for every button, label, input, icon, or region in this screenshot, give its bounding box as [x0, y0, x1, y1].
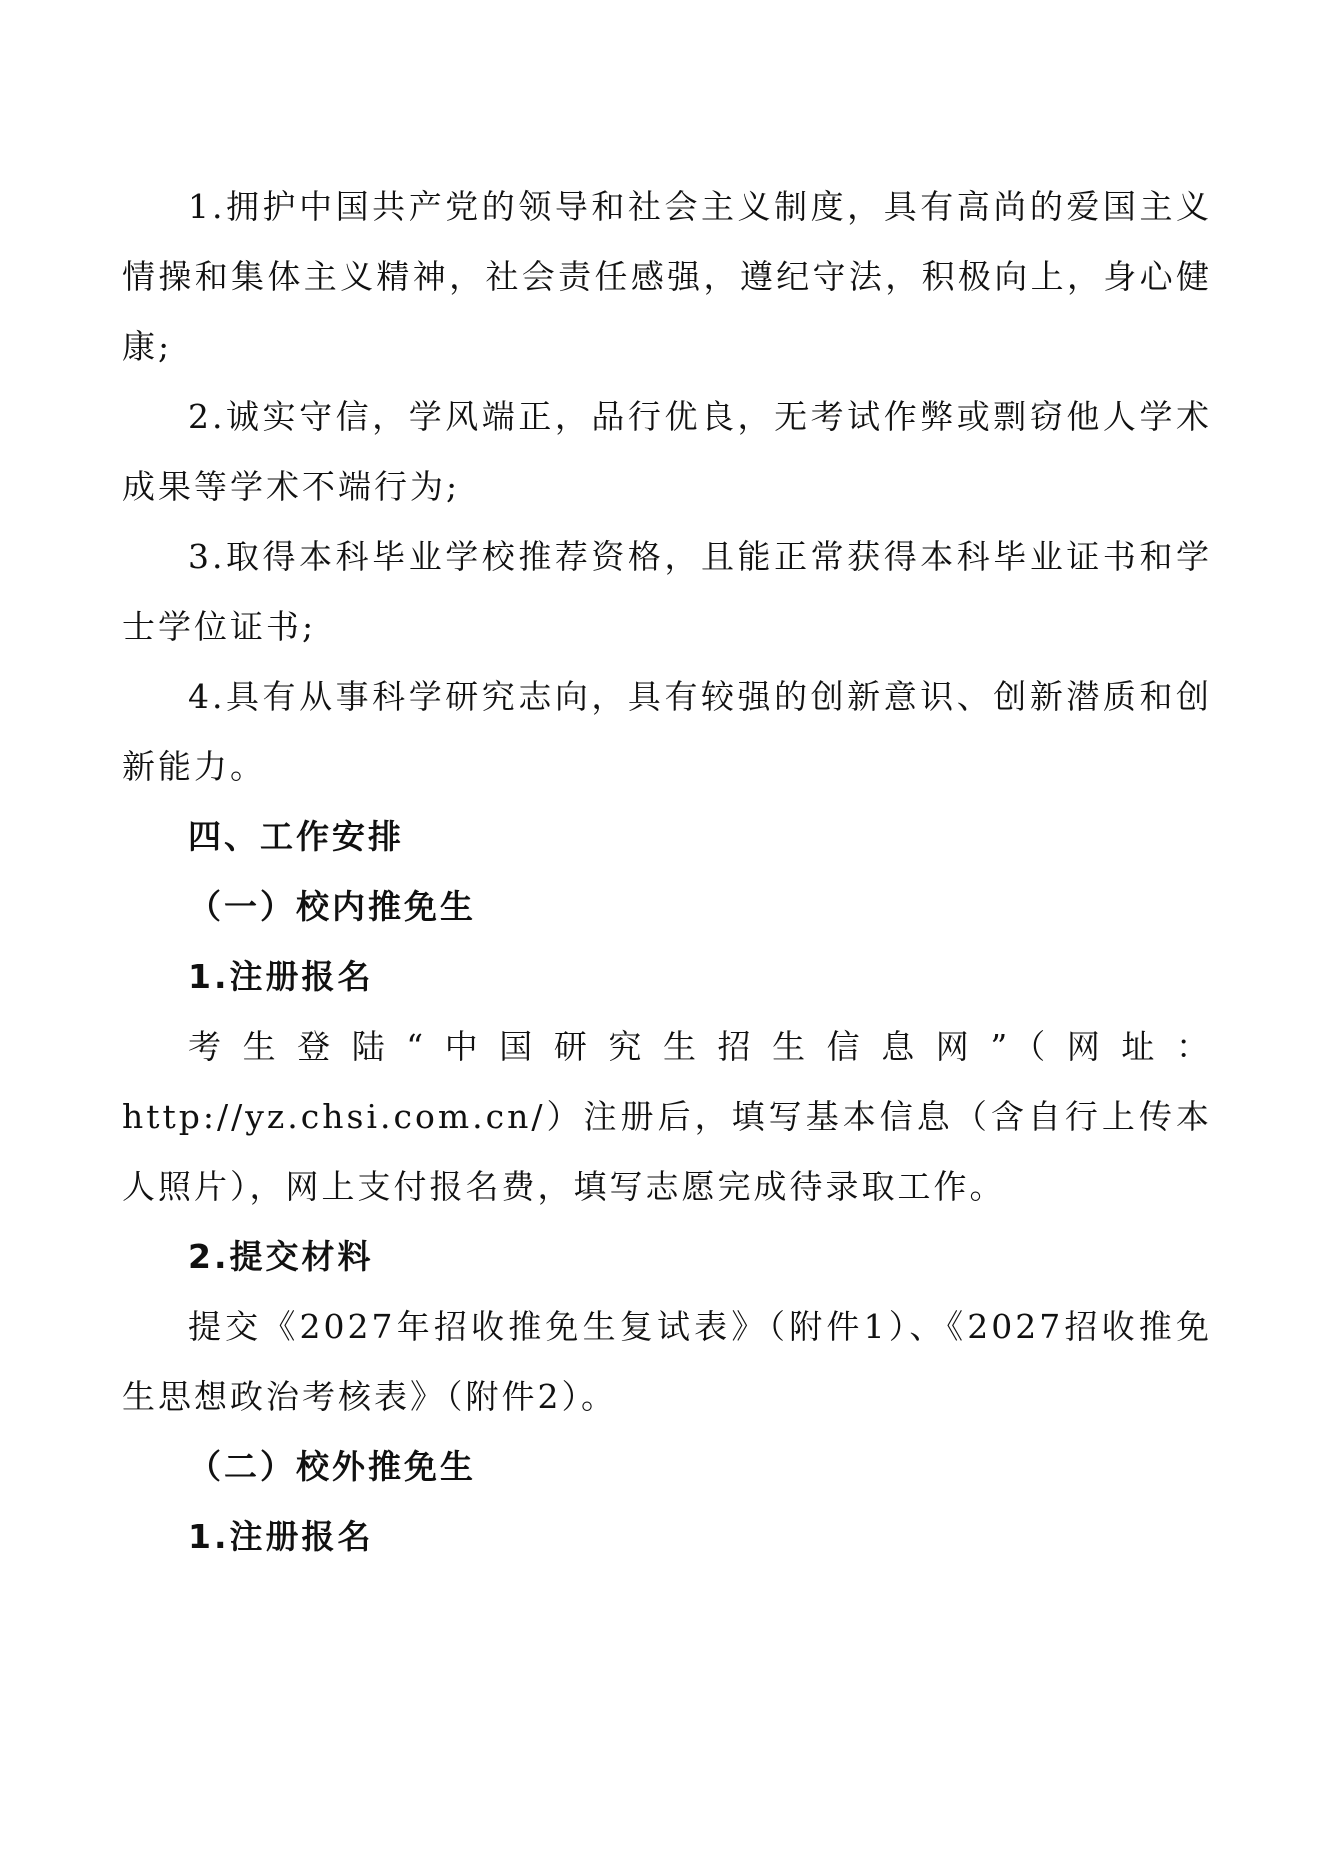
submit-materials-text: 提交《2027年招收推免生复试表》（附件1）、《2027招收推免生思想政治考核表》（附件2）。 [122, 1307, 1212, 1416]
document-body [122, 172, 1212, 1572]
criterion-1: 1.拥护中国共产党的领导和社会主义制度，具有高尚的爱国主义情操和集体主义精神，社会责任感强，遵纪守法，积极向上，身心健康; [122, 187, 1212, 366]
criterion-3: 3.取得本科毕业学校推荐资格，且能正常获得本科毕业证书和学士学位证书; [122, 537, 1212, 646]
criterion-4: 4.具有从事科学研究志向，具有较强的创新意识、创新潜质和创新能力。 [122, 677, 1212, 786]
registration-line-2: http://yz.chsi.com.cn/）注册后，填写基本信息（含自行上传本人照片），网上支付报名费，填写志愿完成待录取工作。 [122, 1097, 1212, 1206]
registration-line-1: 考生登陆“中国研究生招生信息网”（网址： [188, 1027, 1212, 1066]
item-heading-registration-external: 1.注册报名 [188, 1517, 374, 1556]
item-heading-registration-internal: 1.注册报名 [188, 957, 374, 996]
criterion-2: 2.诚实守信，学风端正，品行优良，无考试作弊或剽窃他人学术成果等学术不端行为; [122, 397, 1212, 506]
subsection-heading-external: （二）校外推免生 [188, 1447, 476, 1486]
subsection-heading-internal: （一）校内推免生 [188, 887, 476, 926]
section-heading-work-arrangement: 四、工作安排 [188, 817, 404, 856]
item-heading-submit-materials: 2.提交材料 [188, 1237, 374, 1276]
